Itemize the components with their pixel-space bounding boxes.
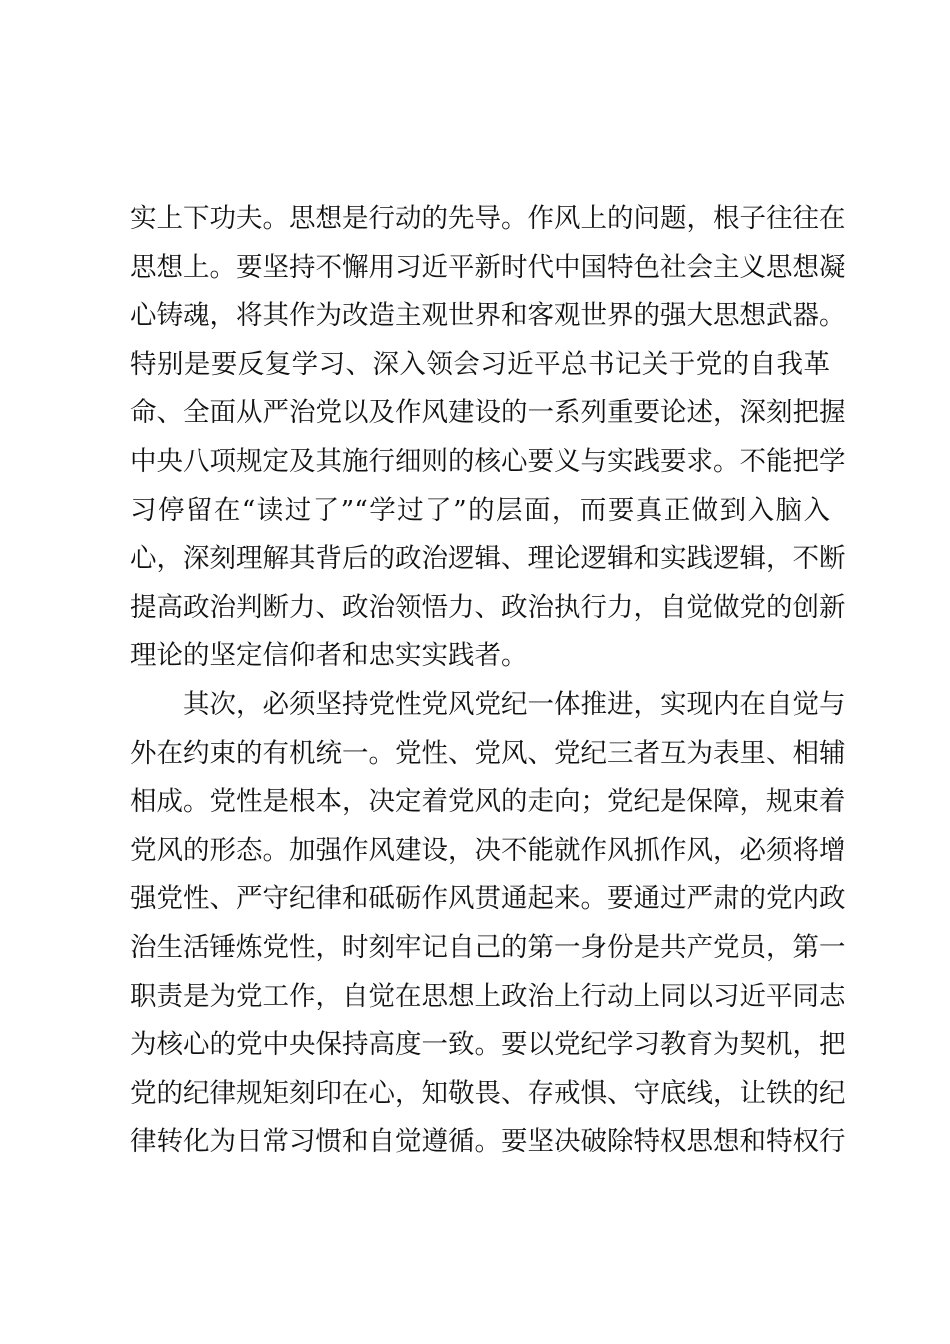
text-line: 心，深刻理解其背后的政治逻辑、理论逻辑和实践逻辑，不断 [130, 543, 846, 575]
text-line: 其次，必须坚持党性党风党纪一体推进，实现内在自觉与 [183, 688, 846, 720]
paragraph-2 [130, 681, 846, 1167]
text-line: 治生活锤炼党性，时刻牢记自己的第一身份是共产党员，第一 [130, 931, 846, 963]
text-line: 实上下功夫。思想是行动的先导。作风上的问题，根子往往在 [130, 203, 846, 234]
text-line: 心铸魂，将其作为改造主观世界和客观世界的强大思想武器。 [130, 300, 846, 332]
text-line: 命、全面从严治党以及作风建设的一系列重要论述，深刻把握 [130, 397, 846, 429]
text-line: 特别是要反复学习、深入领会习近平总书记关于党的自我革 [130, 348, 830, 380]
text-line: 理论的坚定信仰者和忠实实践者。 [130, 640, 528, 672]
text-line: 提高政治判断力、政治领悟力、政治执行力，自觉做党的创新 [130, 591, 846, 623]
text-line: 职责是为党工作，自觉在思想上政治上行动上同以习近平同志 [130, 980, 846, 1012]
text-line: 相成。党性是根本，决定着党风的走向；党纪是保障，规束着 [130, 786, 846, 818]
text-line: 中央八项规定及其施行细则的核心要义与实践要求。不能把学 [130, 445, 846, 477]
text-line: 强党性、严守纪律和砥砺作风贯通起来。要通过严肃的党内政 [130, 883, 846, 915]
text-line: 党风的形态。加强作风建设，决不能就作风抓作风，必须将增 [130, 834, 846, 866]
text-line: 外在约束的有机统一。党性、党风、党纪三者互为表里、相辅 [130, 737, 846, 769]
paragraph-1 [130, 195, 846, 681]
body-text [130, 195, 846, 1167]
text-line: 思想上。要坚持不懈用习近平新时代中国特色社会主义思想凝 [130, 251, 846, 283]
text-line: 为核心的党中央保持高度一致。要以党纪学习教育为契机，把 [130, 1029, 846, 1061]
text-line: 党的纪律规矩刻印在心，知敬畏、存戒惧、守底线，让铁的纪 [130, 1077, 846, 1109]
text-line: 律转化为日常习惯和自觉遵循。要坚决破除特权思想和特权行 [130, 1126, 846, 1158]
text-line: 习停留在“读过了”“学过了”的层面，而要真正做到入脑入 [130, 494, 830, 526]
